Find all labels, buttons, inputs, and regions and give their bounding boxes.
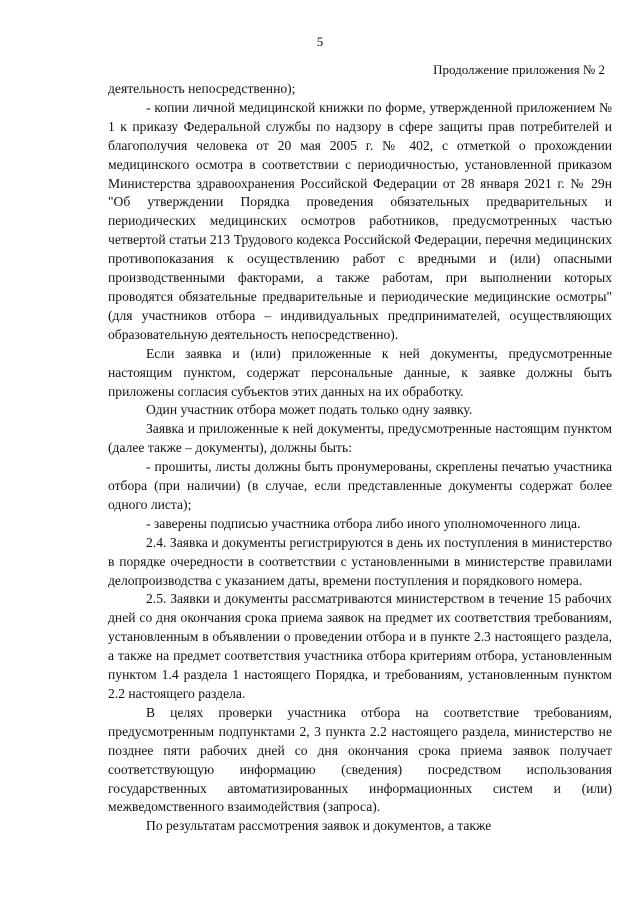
paragraph: По результатам рассмотрения заявок и документов, а также (146, 818, 492, 834)
paragraph: Заявка и приложенные к ней документы, предусмотренные настоящим пунктом (далее также – документы), должны быть: (108, 421, 612, 456)
paragraph: Если заявка и (или) приложенные к ней документы, предусмотренные настоящим пунктом, содержат персональные данные, к заявке должны быть приложены согласия субъектов этих данных на их обработку. (108, 345, 612, 399)
document-body (108, 80, 612, 836)
paragraph: - заверены подписью участника отбора либо иного уполномоченного лица. (146, 515, 581, 531)
paragraph: 2.5. Заявки и документы рассматриваются министерством в течение 15 рабочих дней со дня окончания срока приема заявок на предмет их соответствия требованиям, установленным в объявлении о проведении отбора и в пункте 2.3 настоящего раздела, а также на предмет соответствия участника отбора критериям отбора, установленным пунктом 1.4 раздела 1 настоящего Порядка, и требованиям, установленным пунктом 2.2 настоящего раздела. (108, 591, 612, 701)
paragraph: Один участник отбора может подать только одну заявку. (146, 402, 473, 418)
paragraph: В целях проверки участника отбора на соответствие требованиям, предусмотренным подпунктами 2, 3 пункта 2.2 настоящего раздела, министерство не позднее пяти рабочих дней со дня окончания срока приема заявок получает соответствующую информацию (сведения) посредством использования государственных автоматизированных информационных систем и (или) межведомственного взаимодействия (запроса). (108, 704, 612, 815)
page-number: 5 (316, 34, 324, 49)
paragraph: деятельность непосредственно); (108, 81, 296, 96)
appendix-continuation-label: Продолжение приложения № 2 (433, 62, 605, 77)
paragraph: - прошиты, листы должны быть пронумерованы, скреплены печатью участника отбора (при наличии) (в случае, если представленные документы содержат более одного листа); (108, 459, 612, 512)
paragraph: 2.4. Заявка и документы регистрируются в день их поступления в министерство в порядке очередности в соответствии с установленными в министерстве правилами делопроизводства с указанием даты, времени поступления и порядкового номера. (108, 534, 612, 588)
paragraph: - копии личной медицинской книжки по форме, утвержденной приложением № 1 к приказу Федеральной службы по надзору в сфере защиты прав потребителей и благополучия человека от 20 мая 2005 г. № 402, с отметкой о прохождении медицинского осмотра в соответствии с периодичностью, установленной приказом Министерства здравоохранения Российской Федерации от 28 января 2021 г. № 29н "Об утверждении Порядка проведения обязательных предварительных и периодических медицинских осмотров работников, предусмотренных частью четвертой статьи 213 Трудового кодекса Российской Федерации, перечня медицинских противопоказания к осуществлению работ с вредными и (или) опасными производственными факторами, а также работам, при выполнении которых проводятся обязательные предварительные и периодические медицинские осмотры" (для участников отбора – индивидуальных предпринимателей, осуществляющих образовательную деятельность непосредственно). (108, 99, 612, 342)
